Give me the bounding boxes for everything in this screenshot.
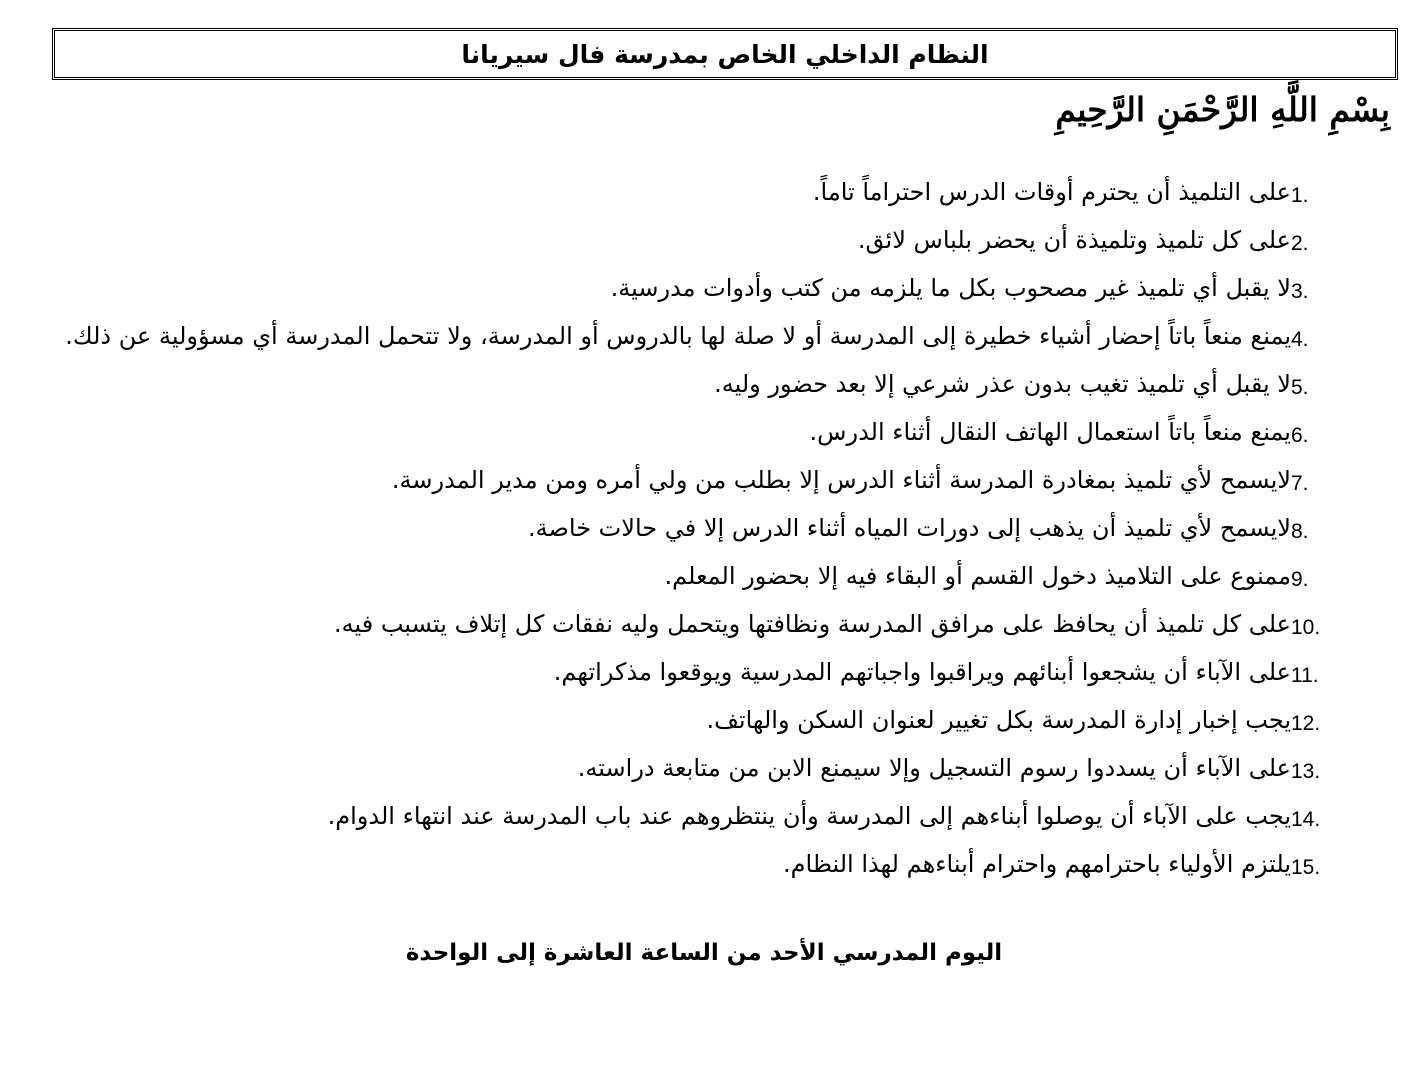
document-title-box	[52, 28, 1398, 80]
rule-number: 8.	[1291, 520, 1309, 543]
rule-number: 10.	[1291, 616, 1321, 639]
rule-number: 3.	[1291, 280, 1309, 303]
rule-item	[60, 170, 1348, 218]
rule-number: 6.	[1291, 424, 1309, 447]
school-day-schedule: اليوم المدرسي الأحد من الساعة العاشرة إلى الواحدة	[405, 940, 1003, 966]
rule-text: على كل تلميذ وتلميذة أن يحضر بلباس لائق.	[857, 226, 1291, 254]
rule-item	[60, 362, 1348, 410]
rule-number: 12.	[1291, 712, 1321, 735]
rule-number: 7.	[1291, 472, 1309, 495]
rule-item	[60, 458, 1348, 506]
rule-number: 4.	[1291, 328, 1309, 351]
rule-number: 9.	[1291, 568, 1309, 591]
rule-text: يمنع منعاً باتاً إحضار أشياء خطيرة إلى المدرسة أو لا صلة لها بالدروس أو المدرسة، ولا تتحمل المدرسة أي مسؤولية عن ذلك.	[65, 322, 1291, 350]
rule-item	[60, 794, 1348, 842]
rule-item	[60, 650, 1348, 698]
rule-item	[60, 602, 1348, 650]
rule-number: 11.	[1291, 664, 1319, 687]
rule-item	[60, 218, 1348, 266]
rule-number: 2.	[1291, 232, 1309, 255]
rule-item	[60, 506, 1348, 554]
rule-text: يلتزم الأولياء باحترامهم واحترام أبناءهم لهذا النظام.	[783, 850, 1291, 878]
rule-text: على الآباء أن يسددوا رسوم التسجيل وإلا سيمنع الابن من متابعة دراسته.	[577, 754, 1291, 782]
rule-number: 14.	[1291, 808, 1321, 831]
rule-item	[60, 266, 1348, 314]
rule-text: يجب إخبار إدارة المدرسة بكل تغيير لعنوان السكن والهاتف.	[706, 706, 1291, 734]
rule-number: 13.	[1291, 760, 1321, 783]
basmala-calligraphy: بِسْمِ اللَّهِ الرَّحْمَنِ الرَّحِيمِ	[1055, 90, 1390, 129]
rule-item	[60, 314, 1348, 362]
rule-number: 5.	[1291, 376, 1309, 399]
rules-list	[60, 170, 1348, 890]
rule-text: ممنوع على التلاميذ دخول القسم أو البقاء فيه إلا بحضور المعلم.	[664, 562, 1291, 590]
rule-item	[60, 842, 1348, 890]
rule-text: على التلميذ أن يحترم أوقات الدرس احتراماً تاماً.	[812, 178, 1291, 206]
rule-text: يجب على الآباء أن يوصلوا أبناءهم إلى المدرسة وأن ينتظروهم عند باب المدرسة عند انتهاء الدوام.	[327, 802, 1291, 830]
rule-number: 15.	[1291, 856, 1321, 879]
rule-item	[60, 698, 1348, 746]
rule-text: لايسمح لأي تلميذ أن يذهب إلى دورات المياه أثناء الدرس إلا في حالات خاصة.	[528, 514, 1291, 542]
rule-text: على كل تلميذ أن يحافظ على مرافق المدرسة ونظافتها ويتحمل وليه نفقات كل إتلاف يتسبب فيه.	[333, 610, 1291, 638]
rule-item	[60, 554, 1348, 602]
rule-number: 1.	[1291, 184, 1309, 207]
document-title: النظام الداخلي الخاص بمدرسة فال سيريانا	[461, 39, 989, 69]
rule-text: يمنع منعاً باتاً استعمال الهاتف النقال أثناء الدرس.	[809, 418, 1291, 446]
rule-text: على الآباء أن يشجعوا أبنائهم ويراقبوا واجباتهم المدرسية ويوقعوا مذكراتهم.	[553, 658, 1291, 686]
rule-text: لا يقبل أي تلميذ تغيب بدون عذر شرعي إلا بعد حضور وليه.	[714, 370, 1291, 398]
rule-text: لا يقبل أي تلميذ غير مصحوب بكل ما يلزمه من كتب وأدوات مدرسية.	[610, 274, 1291, 302]
rule-text: لايسمح لأي تلميذ بمغادرة المدرسة أثناء الدرس إلا بطلب من ولي أمره ومن مدير المدرسة.	[391, 466, 1291, 494]
rule-item	[60, 746, 1348, 794]
rule-item	[60, 410, 1348, 458]
